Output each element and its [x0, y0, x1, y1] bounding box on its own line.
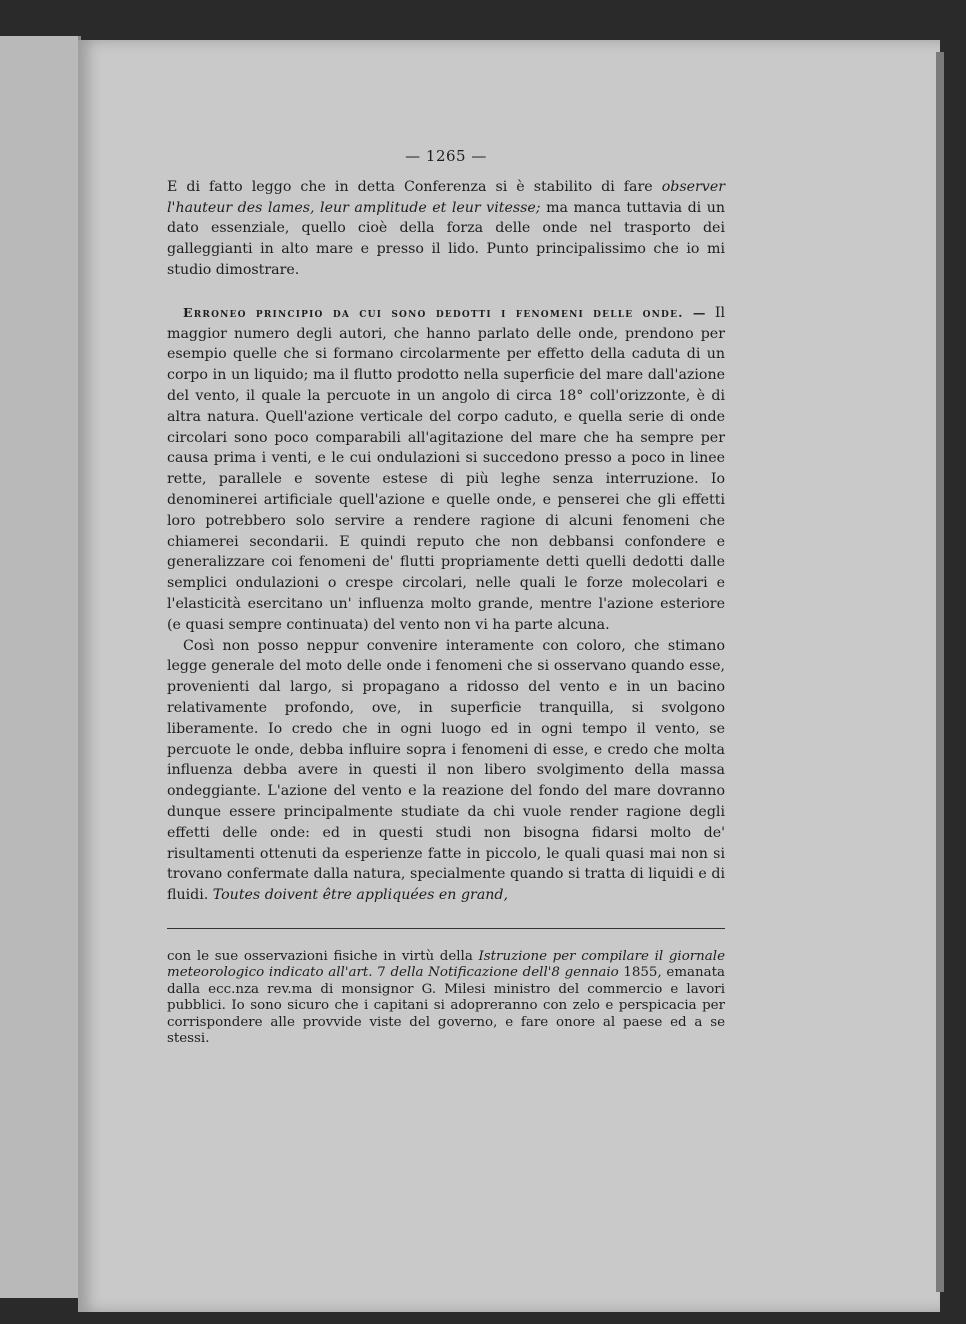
paragraph-2 — [167, 303, 725, 636]
footnote-text-a: con le sue osservazioni fisiche in virtù della — [167, 948, 479, 964]
footnote-text-b: 7 — [372, 965, 391, 981]
paragraph-3 — [167, 636, 725, 906]
section-heading: Erroneo principio da cui sono dedotti i fenomeni delle onde. — — [183, 304, 707, 320]
paragraph-1-italic: observer l'hauteur des lames, leur amplitude et leur vitesse; — [167, 178, 725, 216]
footnote — [167, 949, 725, 1048]
paragraph-3-italic: Toutes doivent être appliquées en grand, — [212, 887, 509, 904]
page-right-edge — [936, 52, 944, 1292]
page-number: — 1265 — — [405, 147, 487, 165]
paragraph-1-text-b: ma manca tuttavia di un dato essenziale, quello cioè della forza delle onde nel trasporto dei galleggianti in alto mare e presso il lido. Punto principalissimo che io mi studio dimostrare. — [167, 199, 725, 278]
book-left-edge — [0, 36, 81, 1298]
paragraph-1-text-a: E di fatto leggo che in detta Conferenza si è stabilito di fare — [167, 178, 662, 195]
paragraph-2-text: Il maggior numero degli autori, che hanno parlato delle onde, prendono per esempio quelle che si formano circolarmente per effetto della caduta di un corpo in un liquido; ma il flutto prodotto nella superficie del mare dall'azione del vento, il quale la percuote in un angolo di circa 18° coll'orizzonte, è di altra natura. Quell'azione verticale del corpo caduto, e quella serie di onde circolari sono poco comparabili all'agitazione del mare che ha sempre per causa prima i venti, e le cui ondulazioni si succedono presso a poco in linee rette, parallele e sovente estese di più leghe senza interruzione. Io denominerei artificiale quell'azione e quelle onde, e penserei che gli effetti loro potrebbero solo servire a rendere ragione di alcuni fenomeni che chiamerei secondarii. E quindi reputo che non debbansi confondere e generalizzare coi fenomeni de' flutti propriamente detti quelli dedotti dalle semplici ondulazioni o crespe circolari, nelle quali le forze molecolari e l'elasticità esercitano un' influenza molto grande, mentre l'azione esteriore (e quasi sempre continuata) del vento non vi ha parte alcuna. — [167, 304, 725, 633]
footnote-italic-a: Istruzione per compilare il giornale meteorologico indicato all'art. — [167, 948, 725, 981]
footnote-italic-b: della Notificazione dell'8 gennaio — [390, 965, 619, 981]
page-content — [167, 146, 725, 1048]
footnote-rule — [167, 928, 725, 929]
paragraph-3-text: Così non posso neppur convenire interamente con coloro, che stimano legge generale del moto delle onde i fenomeni che si osservano quando esse, provenienti dal largo, si propagano a ridosso del vento e in un bacino relativamente profondo, ove, in superficie tranquilla, si svolgono liberamente. Io credo che in ogni luogo ed in ogni tempo il vento, se percuote le onde, debba influire sopra i fenomeni di esse, e credo che molta influenza debba avere in questi il non libero svolgimento della massa ondeggiante. L'azione del vento e la reazione del fondo del mare dovranno dunque essere principalmente studiate da chi vuole render ragione degli effetti delle onde: ed in questi studi non bisogna fidarsi molto de' risultamenti ottenuti da esperienze fatte in piccolo, le quali quasi mai non si trovano confermate dalla natura, specialmente quando si tratta di liquidi e di fluidi. — [167, 637, 725, 904]
paragraph-1 — [167, 177, 725, 281]
footnote-text-c: 1855, emanata dalla ecc.nza rev.ma di monsignor G. Milesi ministro del commercio e lavori pubblici. Io sono sicuro che i capitani si adopreranno con zelo e perspicacia per corrispondere alle provvide viste del governo, e fare onore al paese ed a se stessi. — [167, 965, 725, 1047]
